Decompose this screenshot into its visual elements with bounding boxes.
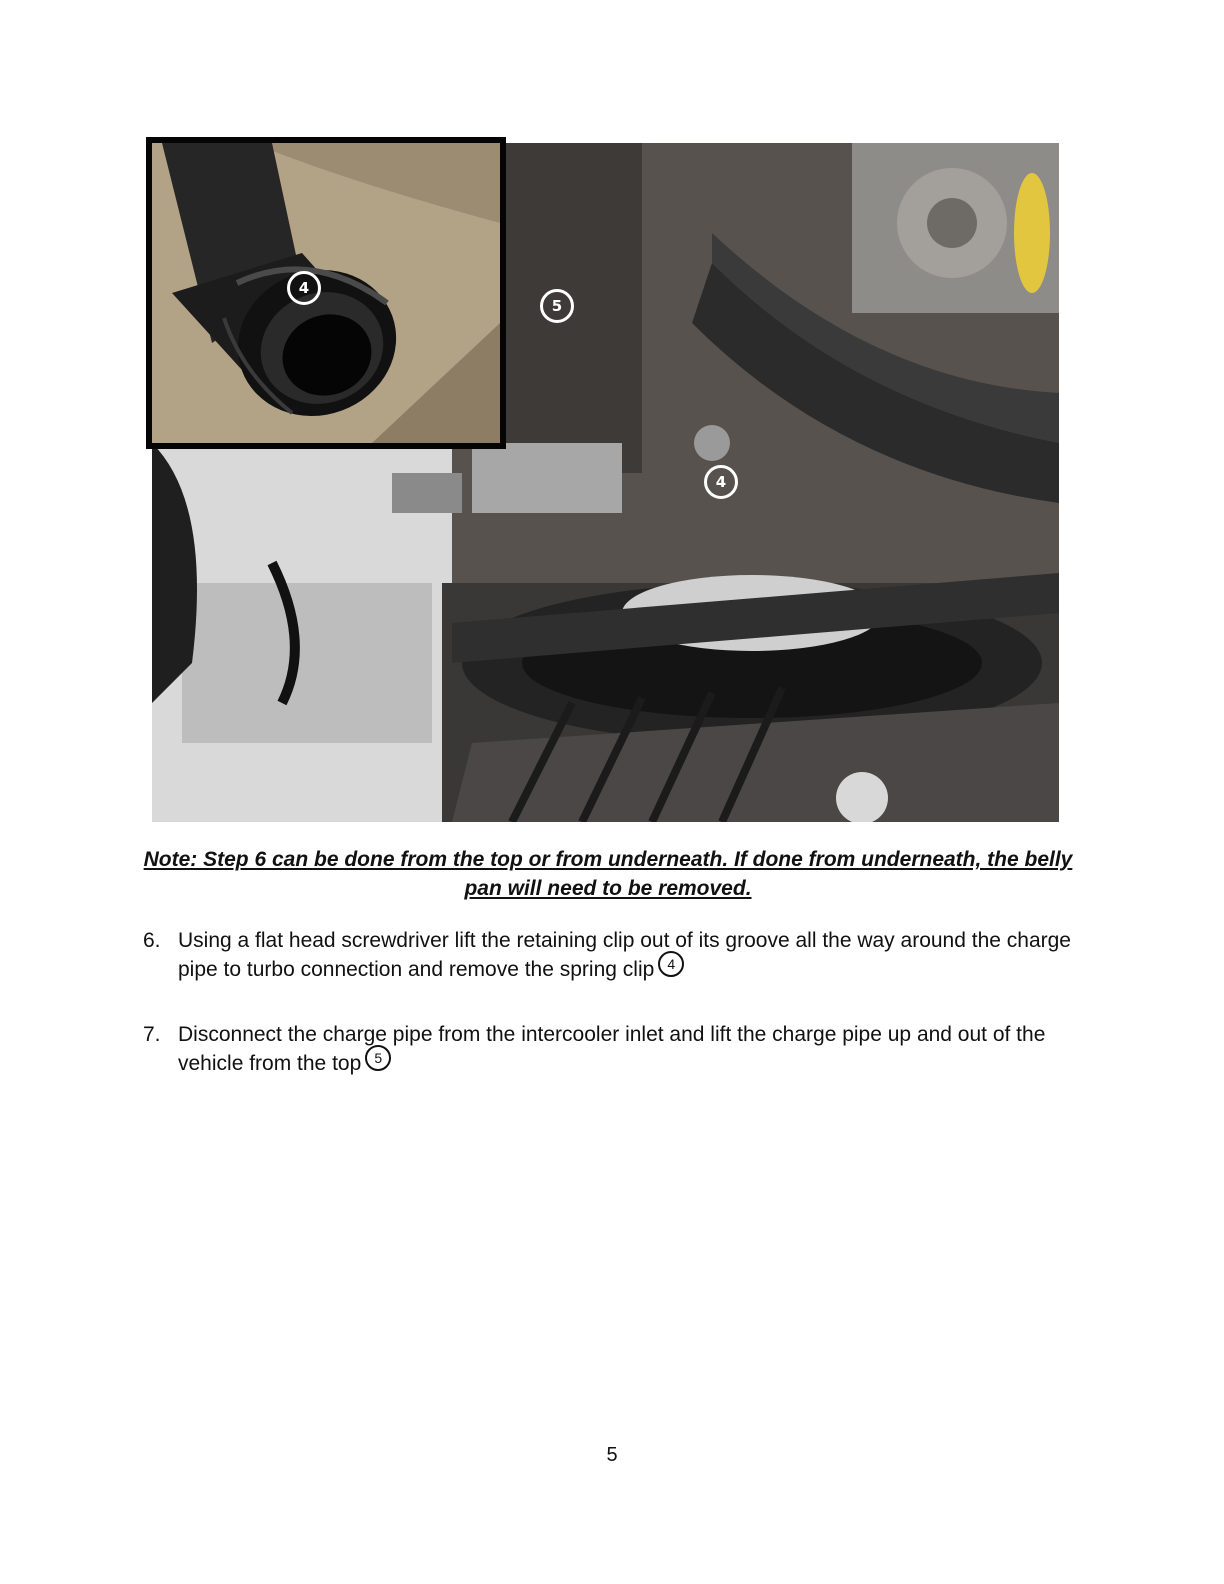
step-text [178, 926, 1073, 984]
inset-photo-connector [146, 137, 506, 449]
step-6-marker: 4 [658, 951, 684, 977]
page-number: 5 [606, 1444, 618, 1466]
step-number: 7. [143, 1023, 161, 1046]
step-7-marker: 5 [365, 1045, 391, 1071]
callout-inset-marker: 4 [287, 271, 321, 305]
step-7-text: Disconnect the charge pipe from the intercooler inlet and lift the charge pipe up and out of the vehicle from the top [178, 1023, 1046, 1075]
step-text [178, 1020, 1073, 1078]
callout-marker-four: 4 [704, 465, 738, 499]
step-number: 6. [143, 929, 161, 952]
callout-marker-five: 5 [540, 289, 574, 323]
note-text: Note: Step 6 can be done from the top or from underneath. If done from underneath, the belly pan will need to be removed. [143, 848, 1073, 900]
step-6-text: Using a flat head screwdriver lift the retaining clip out of its groove all the way around the charge pipe to turbo connection and remove the spring clip [178, 929, 1071, 981]
connector-closeup-illustration [152, 143, 500, 443]
